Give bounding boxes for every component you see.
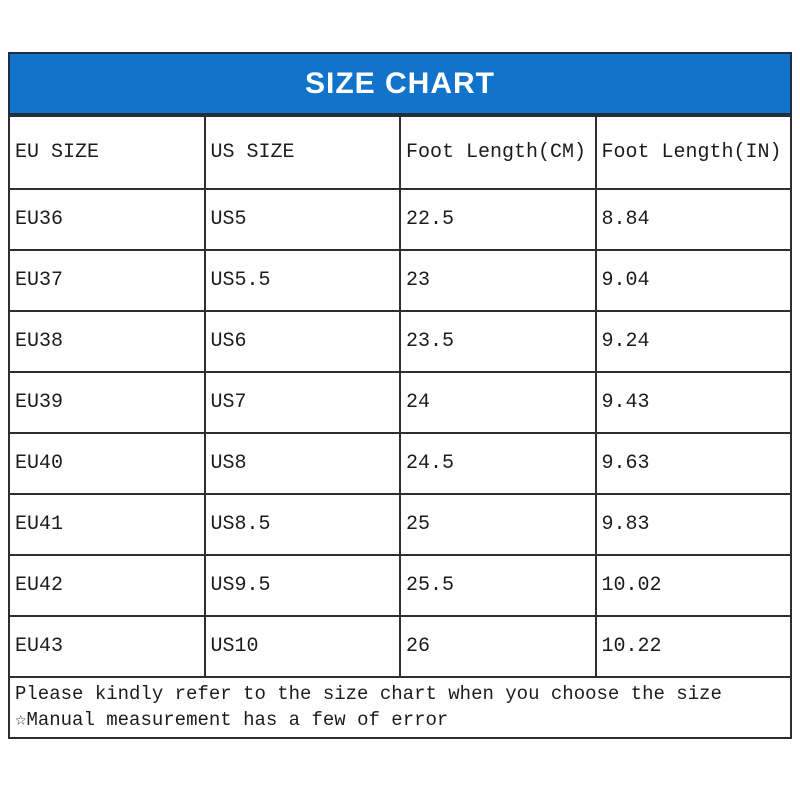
table-cell: EU39 <box>9 372 205 433</box>
table-cell: US9.5 <box>205 555 401 616</box>
table-cell: US7 <box>205 372 401 433</box>
note-line-2: ☆Manual measurement has a few of error <box>15 709 449 731</box>
table-row <box>9 433 791 494</box>
table-cell: 9.04 <box>596 250 792 311</box>
note-line-1: Please kindly refer to the size chart when you choose the size <box>15 683 722 705</box>
table-row <box>9 372 791 433</box>
size-table-footer <box>9 677 791 738</box>
table-cell: 9.43 <box>596 372 792 433</box>
table-cell: 22.5 <box>400 189 596 250</box>
table-cell: EU38 <box>9 311 205 372</box>
column-header-eu-size: EU SIZE <box>9 116 205 189</box>
table-row <box>9 555 791 616</box>
table-cell: EU36 <box>9 189 205 250</box>
table-cell: 9.63 <box>596 433 792 494</box>
size-chart-banner <box>8 52 792 115</box>
header-row <box>9 116 791 189</box>
note-row <box>9 677 791 738</box>
table-cell: 9.83 <box>596 494 792 555</box>
table-cell: 8.84 <box>596 189 792 250</box>
table-cell: EU43 <box>9 616 205 677</box>
table-cell: EU37 <box>9 250 205 311</box>
table-cell: US10 <box>205 616 401 677</box>
table-row <box>9 494 791 555</box>
size-chart-title: SIZE CHART <box>305 66 495 100</box>
table-cell: 10.02 <box>596 555 792 616</box>
table-row <box>9 311 791 372</box>
column-header-foot-length-cm: Foot Length(CM) <box>400 116 596 189</box>
table-row <box>9 616 791 677</box>
table-cell: 10.22 <box>596 616 792 677</box>
table-row <box>9 189 791 250</box>
table-cell: EU42 <box>9 555 205 616</box>
table-cell: 23 <box>400 250 596 311</box>
table-cell: US8 <box>205 433 401 494</box>
table-cell: 25.5 <box>400 555 596 616</box>
table-cell: 24.5 <box>400 433 596 494</box>
column-header-foot-length-in: Foot Length(IN) <box>596 116 792 189</box>
table-cell: 24 <box>400 372 596 433</box>
size-table <box>8 115 792 739</box>
size-table-body <box>9 189 791 677</box>
table-cell: EU40 <box>9 433 205 494</box>
column-header-us-size: US SIZE <box>205 116 401 189</box>
table-cell: 23.5 <box>400 311 596 372</box>
table-cell: US6 <box>205 311 401 372</box>
table-cell: 25 <box>400 494 596 555</box>
table-cell: US5 <box>205 189 401 250</box>
table-cell: US5.5 <box>205 250 401 311</box>
size-table-header <box>9 116 791 189</box>
table-cell: EU41 <box>9 494 205 555</box>
size-chart-sheet <box>8 52 792 739</box>
table-cell: 9.24 <box>596 311 792 372</box>
note-cell <box>9 677 791 738</box>
table-cell: 26 <box>400 616 596 677</box>
table-cell: US8.5 <box>205 494 401 555</box>
table-row <box>9 250 791 311</box>
